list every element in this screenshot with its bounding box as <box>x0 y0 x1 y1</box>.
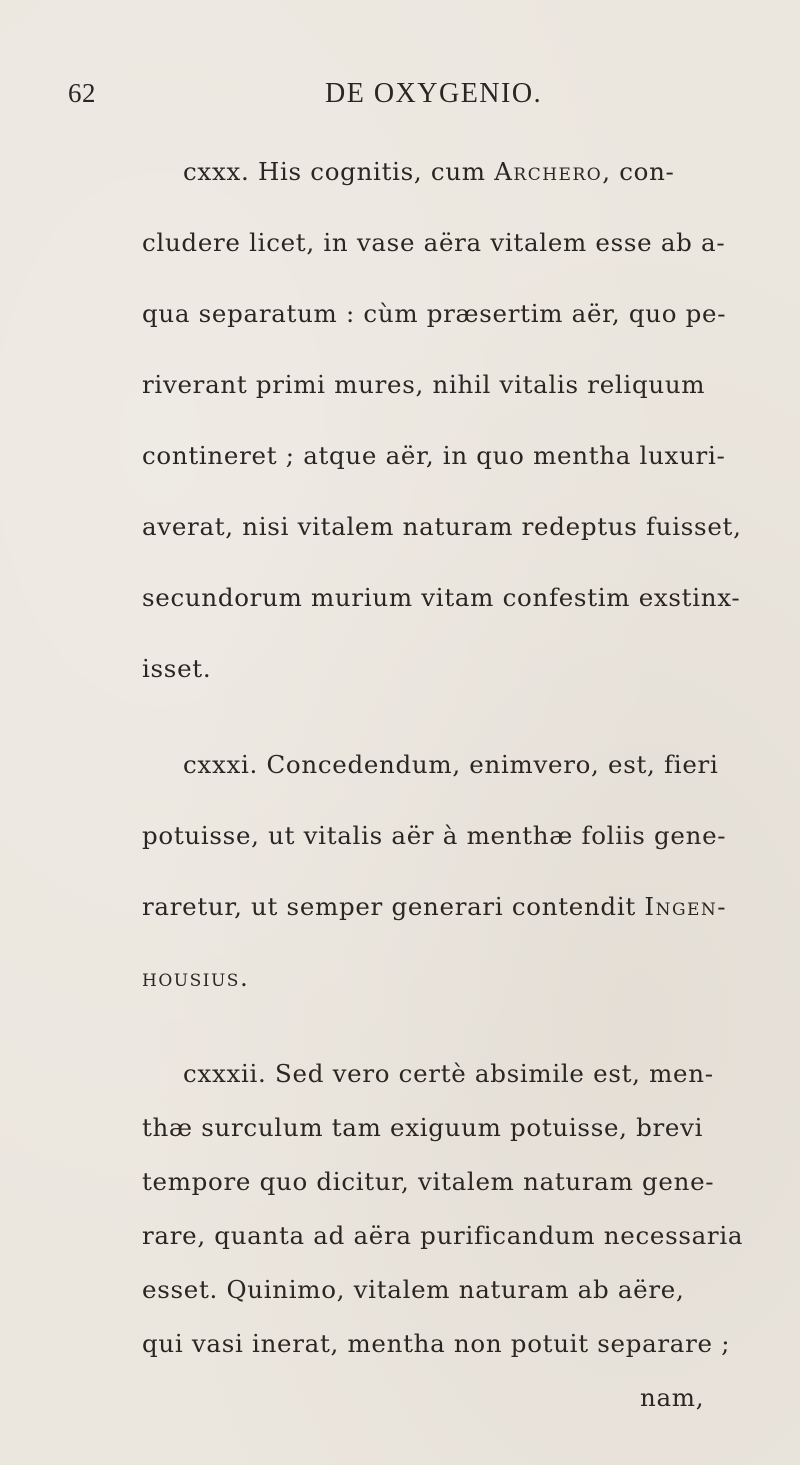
text-line: thæ surculum tam exiguum potuisse, brevi <box>142 1113 704 1142</box>
name-ingenhousius: Ingen- <box>644 892 728 921</box>
text-line: isset. <box>142 654 212 683</box>
running-head <box>0 78 800 118</box>
running-title: DE OXYGENIO. <box>325 78 543 109</box>
name-archero: Archero <box>494 157 603 186</box>
text-line: potuisse, ut vitalis aër à menthæ foliis gene- <box>142 821 727 850</box>
text-line: tempore quo dicitur, vitalem naturam gene- <box>142 1167 715 1196</box>
text-run: cxxx. His cognitis, cum <box>183 157 495 186</box>
text-line: esset. Quinimo, vitalem naturam ab aëre, <box>142 1275 685 1304</box>
text-run: . <box>239 963 249 992</box>
text-line: qui vasi inerat, mentha non potuit separare ; <box>142 1329 731 1358</box>
text-line: cxxxii. Sed vero certè absimile est, men- <box>183 1059 714 1088</box>
text-line <box>142 963 248 992</box>
text-line: cludere licet, in vase aëra vitalem esse ab a- <box>142 228 726 257</box>
text-line: rare, quanta ad aëra purificandum necessaria <box>142 1221 744 1250</box>
text-run: , con- <box>602 157 675 186</box>
text-line <box>183 157 675 186</box>
text-line: qua separatum : cùm præsertim aër, quo pe- <box>142 299 727 328</box>
text-run: raretur, ut semper generari contendit <box>142 892 645 921</box>
text-line: cxxxi. Concedendum, enimvero, est, fieri <box>183 750 719 779</box>
text-line: riverant primi mures, nihil vitalis reliquum <box>142 370 706 399</box>
text-line: contineret ; atque aër, in quo mentha luxuri- <box>142 441 726 470</box>
name-ingenhousius: housius <box>142 963 240 992</box>
text-line: averat, nisi vitalem naturam redeptus fuisset, <box>142 512 742 541</box>
text-line <box>142 892 727 921</box>
text-line: nam, <box>640 1383 705 1412</box>
page-number: 62 <box>68 78 96 108</box>
text-line: secundorum murium vitam confestim exstinx- <box>142 583 741 612</box>
